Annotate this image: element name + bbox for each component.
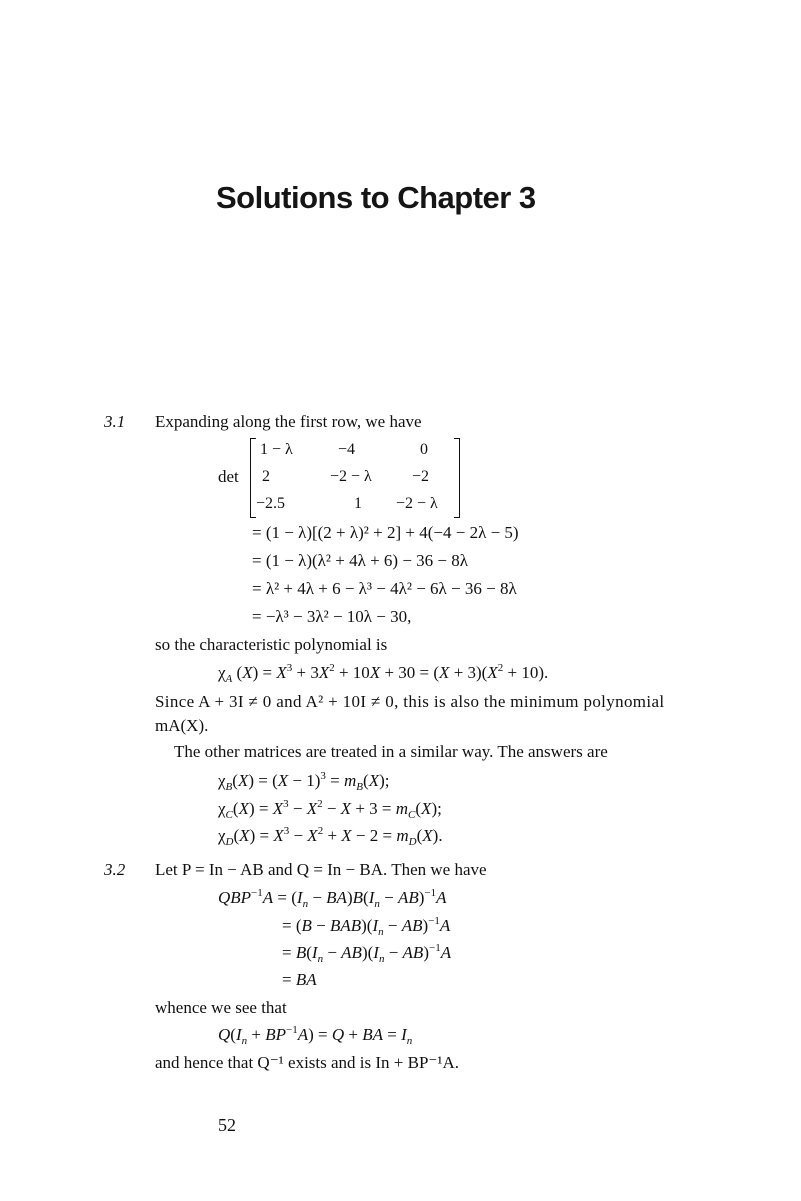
- matrix-cell: −2 − λ: [330, 468, 372, 485]
- equation-line: = BA: [282, 970, 317, 989]
- intro-3-2: Let P = In − AB and Q = In − BA. Then we have: [155, 860, 487, 879]
- polynomial-D: $\chi_D(X) = X^3 - X^2 + X - 2 = m_D(X)$.: [218, 825, 443, 848]
- matrix-cell: −2.5: [256, 495, 286, 512]
- det-label: det: [218, 467, 239, 486]
- intro-3-1: Expanding along the first row, we have: [155, 412, 422, 431]
- page-number: 52: [218, 1115, 236, 1135]
- characteristic-polynomial-A: $\chi_A$ $(X) = X^3 + 3X^2 + 10X + 30 = (X + 3)(X^2 + 10)$.: [218, 662, 549, 685]
- hence-line: and hence that Q⁻¹ exists and is In + BP⁻¹A.: [155, 1053, 460, 1072]
- other-matrices-line: The other matrices are treated in a similar way. The answers are: [174, 742, 608, 761]
- equation-line: = $B(I_n - AB)(I_n - AB)^{-1}A$: [282, 942, 452, 965]
- polynomial-C: $\chi_C(X) = X^3 - X^2 - X + 3 = m_C(X)$;: [218, 798, 442, 821]
- derivation-step: = (1 − λ)[(2 + λ)² + 2] + 4(−4 − 2λ − 5): [252, 523, 519, 542]
- matrix-right-bracket: [454, 438, 460, 518]
- problem-number-3-2: 3.2: [104, 860, 126, 879]
- matrix-cell: 2: [262, 468, 270, 485]
- whence-line: whence we see that: [155, 998, 287, 1017]
- matrix-cell: 1 − λ: [260, 441, 293, 458]
- equation-line: = $(B - BAB)(I_n - AB)^{-1}A$: [282, 915, 451, 938]
- matrix-cell: 0: [420, 441, 428, 458]
- equation-line: $Q(I_n + BP^{-1}A) = Q$ + BA = $I_n$: [218, 1024, 413, 1047]
- determinant-matrix: [250, 438, 460, 516]
- matrix-cell: −2 − λ: [396, 495, 438, 512]
- derivation-step: = −λ³ − 3λ² − 10λ − 30,: [252, 607, 412, 626]
- matrix-cell: −2: [412, 468, 430, 485]
- since-line-continued: mA(X).: [155, 716, 209, 735]
- matrix-cell: −4: [338, 441, 356, 458]
- derivation-step: = (1 − λ)(λ² + 4λ + 6) − 36 − 8λ: [252, 551, 468, 570]
- since-line: Since A + 3I ≠ 0 and A² + 10I ≠ 0, this is also the minimum polynomial: [155, 692, 665, 711]
- equation-line: $QBP^{-1}A = (I_n - BA)B(I_n - AB)^{-1}A$: [218, 887, 447, 910]
- matrix-cell: 1: [354, 495, 362, 512]
- polynomial-B: $\chi_B(X) = (X - 1)^3 = m_B(X)$;: [218, 770, 390, 793]
- derivation-step: = λ² + 4λ + 6 − λ³ − 4λ² − 6λ − 36 − 8λ: [252, 579, 517, 598]
- characteristic-intro: so the characteristic polynomial is: [155, 635, 388, 654]
- problem-number-3-1: 3.1: [104, 412, 126, 431]
- chapter-title: Solutions to Chapter 3: [216, 180, 536, 215]
